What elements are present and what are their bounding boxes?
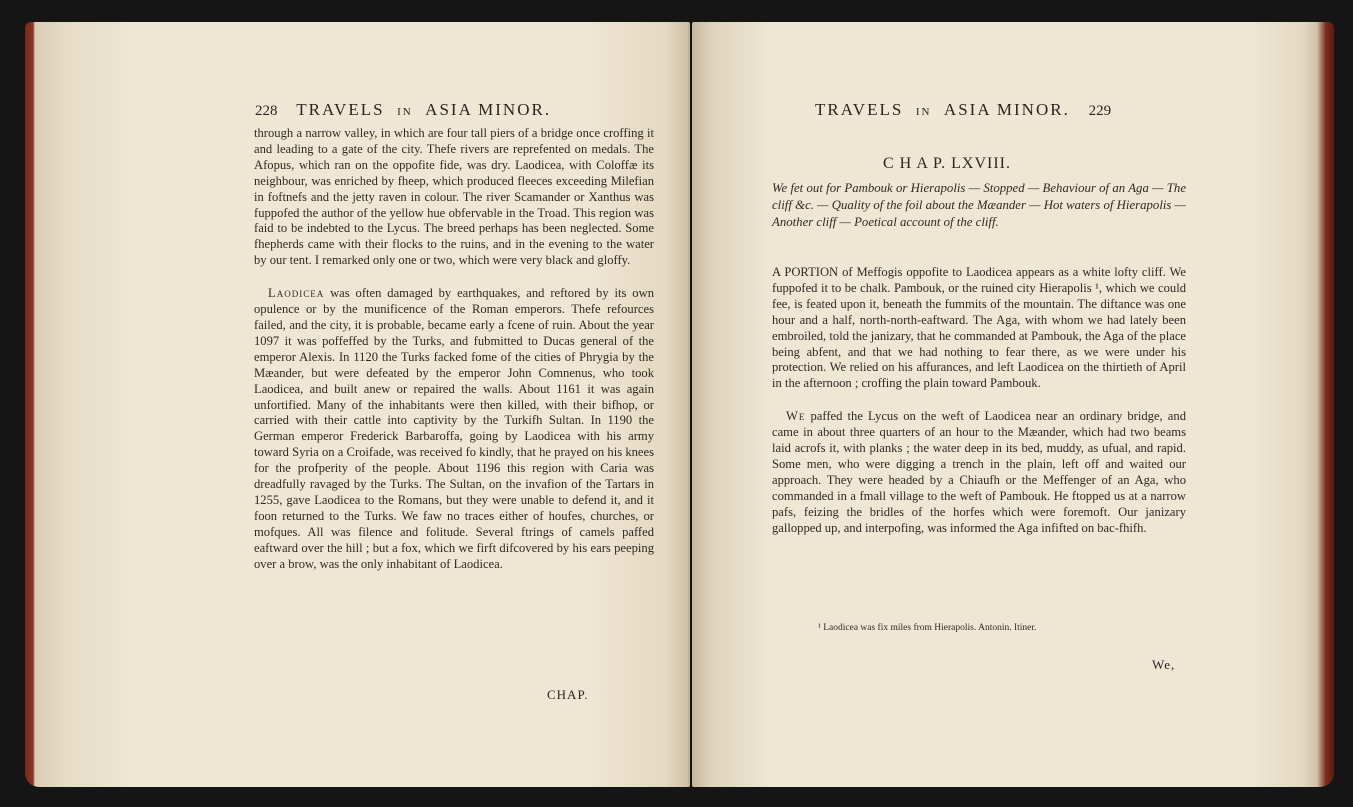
left-body-text bbox=[254, 126, 654, 572]
left-paragraph-1: through a narrow valley, in which are four tall piers of a bridge once croffing it and leading to a gate of the city. Thefe rivers are reprefented on medals. The Afopus, which ran on the oppofite fide, was dry. Laodicea, with Coloffæ its neighbour, was enriched by fheep, which produced fleeces exceeding Milefian in foftnefs and the jetty raven in colour. The river Scamander or Xanthus was fuppofed the author of the yellow hue obfervable in the Troad. This region was faid to be indebted to the Lycus. The breed perhaps has been neglected. Some fhepherds came with their flocks to the ruins, and in the evening to the water by our tent. I remarked only one or two, which were very black and gloffy. bbox=[254, 126, 654, 268]
right-page bbox=[692, 22, 1334, 787]
running-head-title: TRAVELS bbox=[296, 100, 385, 119]
running-head-title: TRAVELS bbox=[815, 100, 904, 119]
right-body-text bbox=[772, 265, 1186, 537]
paragraph-lead-word: Laodicea bbox=[268, 286, 325, 301]
paragraph-lead-word: We bbox=[786, 409, 806, 424]
running-head-in: IN bbox=[915, 106, 932, 118]
right-paragraph-1: A PORTION of Meffogis oppofite to Laodicea appears as a white lofty cliff. We fuppofed it to be chalk. Pambouk, or the ruined city Hierapolis ¹, which we could fee, is feated upon it, beneath the fummits of the mountain. The diftance was one hour and a half, north-north-eaftward. The Aga, with whom we had lately been embroiled, told the janizary, that he commanded at Pambouk, the Aga of the place being abfent, and that we had nothing to fear there, as we were under his protection. We relied on his affurances, and left Laodicea on the thirtieth of April in the afternoon ; croffing the plain toward Pambouk. bbox=[772, 265, 1186, 391]
paragraph-body: was often damaged by earthquakes, and reftored by its own opulence or by the munificence of the Roman emperors. Thefe refources failed, and the city, it is probable, became early a fcene of ruin. About the year 1097 it was poffeffed by the Turks, and fubmitted to Ducas general of the emperor Alexis. In 1120 the Turks facked fome of the cities of Phrygia by the Mæander, but were defeated by the emperor John Comnenus, who took Laodicea, and built anew or repaired the walls. About 1161 it was again unfortified. Many of the inhabitants were then killed, with their bifhop, or carried with their cattle into captivity by the Turkifh Sultan. In 1190 the German emperor Frederick Barbaroffa, going by Laodicea with his army toward Syria on a Croifade, was received fo kindly, that he prayed on his knees for the profperity of the people. About 1196 this region with Caria was dreadfully ravaged by the Turks. The Sultan, on the invafion of the Tartars in 1255, gave Laodicea to the Romans, but they were unable to defend it, and it foon returned to the Turks. We faw no traces either of houfes, churches, or mofques. All was filence and folitude. Several ftrings of camels paffed eaftward over the hill ; but a fox, which we firft difcovered by his ears peeping over a brow, was the only inhabitant of Laodicea. bbox=[254, 286, 654, 571]
right-page-number: 229 bbox=[1088, 103, 1112, 119]
running-head-place: ASIA MINOR. bbox=[425, 100, 552, 119]
running-head-in: IN bbox=[397, 106, 413, 118]
left-catchword: CHAP. bbox=[547, 687, 589, 702]
chapter-title: C H A P. LXVIII. bbox=[883, 155, 1012, 172]
chapter-summary: We fet out for Pambouk or Hierapolis — Stopped — Behaviour of an Aga — The cliff &c. — Quality of the foil about the Mæander — Hot waters of Hierapolis — Another cliff — Poetical account of the cliff. bbox=[772, 181, 1186, 229]
right-catchword: We, bbox=[1152, 657, 1176, 672]
right-paragraph-2 bbox=[772, 409, 1186, 536]
left-running-head bbox=[255, 100, 551, 120]
left-page bbox=[25, 22, 690, 787]
left-page-number: 228 bbox=[255, 103, 278, 119]
paragraph-body: paffed the Lycus on the weft of Laodicea near an ordinary bridge, and came in about three quarters of an hour to the Mæander, which had two beams laid acrofs it, with planks ; the water deep in its bed, muddy, as ufual, and rapid. Some men, who were digging a trench in the plain, left off and waited our approach. They were headed by a Chiaufh or the Meffenger of an Aga, who commanded in a fmall village to the weft of Pambouk. He ftopped us at a narrow pafs, feizing the bridles of the horfes which were foremoft. Our janizary gallopped up, and interpofing, was informed the Aga infifted on bac-fhifh. bbox=[772, 409, 1186, 535]
footnote: ¹ Laodicea was fix miles from Hierapolis. Antonin. Itiner. bbox=[818, 623, 1037, 633]
running-head-place: ASIA MINOR. bbox=[943, 100, 1070, 119]
left-paragraph-2 bbox=[254, 286, 654, 572]
right-running-head bbox=[815, 100, 1111, 120]
